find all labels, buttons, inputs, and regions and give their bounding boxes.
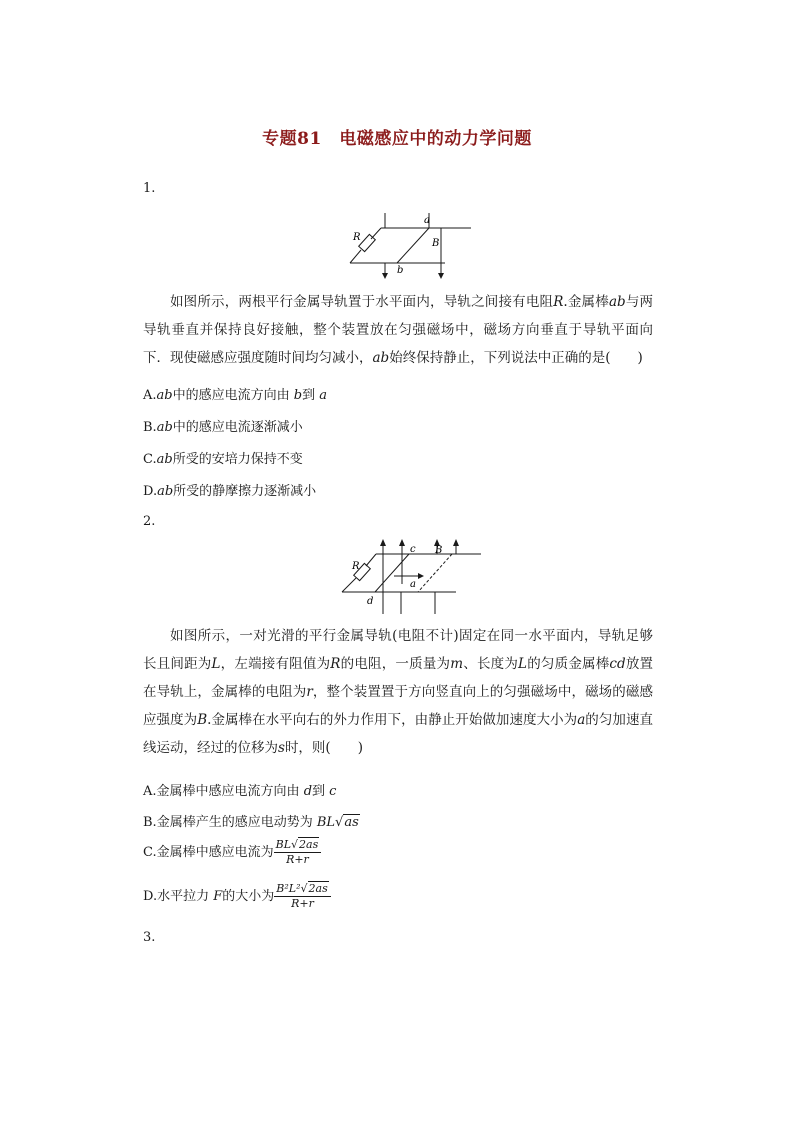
question-2-number: 2.: [143, 514, 156, 529]
q2-d-fraction: $\frac{\text{B²L²√2as}}{R+r}$: [274, 882, 330, 911]
q2-option-a[interactable]: A.金属棒中感应电流方向由 d到 c: [143, 784, 337, 799]
q2-fig-label-a: a: [410, 579, 416, 590]
q1-option-c[interactable]: C.ab所受的安培力保持不变: [143, 452, 303, 467]
q1-option-a[interactable]: A.ab中的感应电流方向由 b到 a: [143, 388, 328, 403]
q2-option-c[interactable]: C.金属棒中感应电流为 $\frac{BL√2as}{R+r}$: [143, 838, 321, 867]
q2-fig-label-c: c: [410, 544, 416, 555]
q2-fig-label-R: R: [352, 561, 360, 572]
q1-fig-label-b: b: [397, 265, 404, 276]
q2-option-d[interactable]: D.水平拉力 F的大小为 $\frac{\text{B²L²√2as}}{R+r}$: [143, 882, 331, 911]
q2-figure: [338, 538, 486, 618]
q1-option-d[interactable]: D.ab所受的静摩擦力逐渐减小: [143, 484, 317, 499]
q1-fig-label-B: B: [432, 238, 440, 249]
q1-fig-label-R: R: [353, 232, 361, 243]
q2-fig-label-d: d: [367, 596, 374, 607]
q2-fig-label-B: B: [435, 545, 443, 556]
q2-c-fraction: $\frac{BL√2as}{R+r}$: [274, 838, 322, 867]
q1-figure: [340, 208, 480, 280]
question-2-stem: 如图所示，一对光滑的平行金属导轨(电阻不计)固定在同一水平面内，导轨足够长且间距为L，左端接有阻值为R的电阻，一质量为m、长度为L的匀质金属棒cd放置在导轨上，金属棒的电阻为r，整个装置置于方向竖直向上的匀强磁场中，磁场的磁感应强度为B.金属棒在水平向右的外力作用下，由静止开始做加速度大小为a的匀加速直线运动，经过的位移为s时，则( ): [143, 628, 654, 756]
q2-option-b[interactable]: B.金属棒产生的感应电动势为 BL√as: [143, 815, 359, 830]
question-1-stem: 如图所示，两根平行金属导轨置于水平面内，导轨之间接有电阻R.金属棒ab与两导轨垂直并保持良好接触，整个装置放在匀强磁场中，磁场方向垂直于导轨平面向下．现使磁感应强度随时间均匀减小，ab始终保持静止，下列说法中正确的是( ): [143, 294, 654, 366]
page-title: 专题81 电磁感应中的动力学问题: [262, 129, 532, 149]
question-3-number: 3.: [143, 930, 156, 945]
q1-option-b[interactable]: B.ab中的感应电流逐渐减小: [143, 420, 303, 435]
question-1-number: 1.: [143, 181, 156, 196]
q1-fig-label-a: a: [424, 215, 430, 226]
